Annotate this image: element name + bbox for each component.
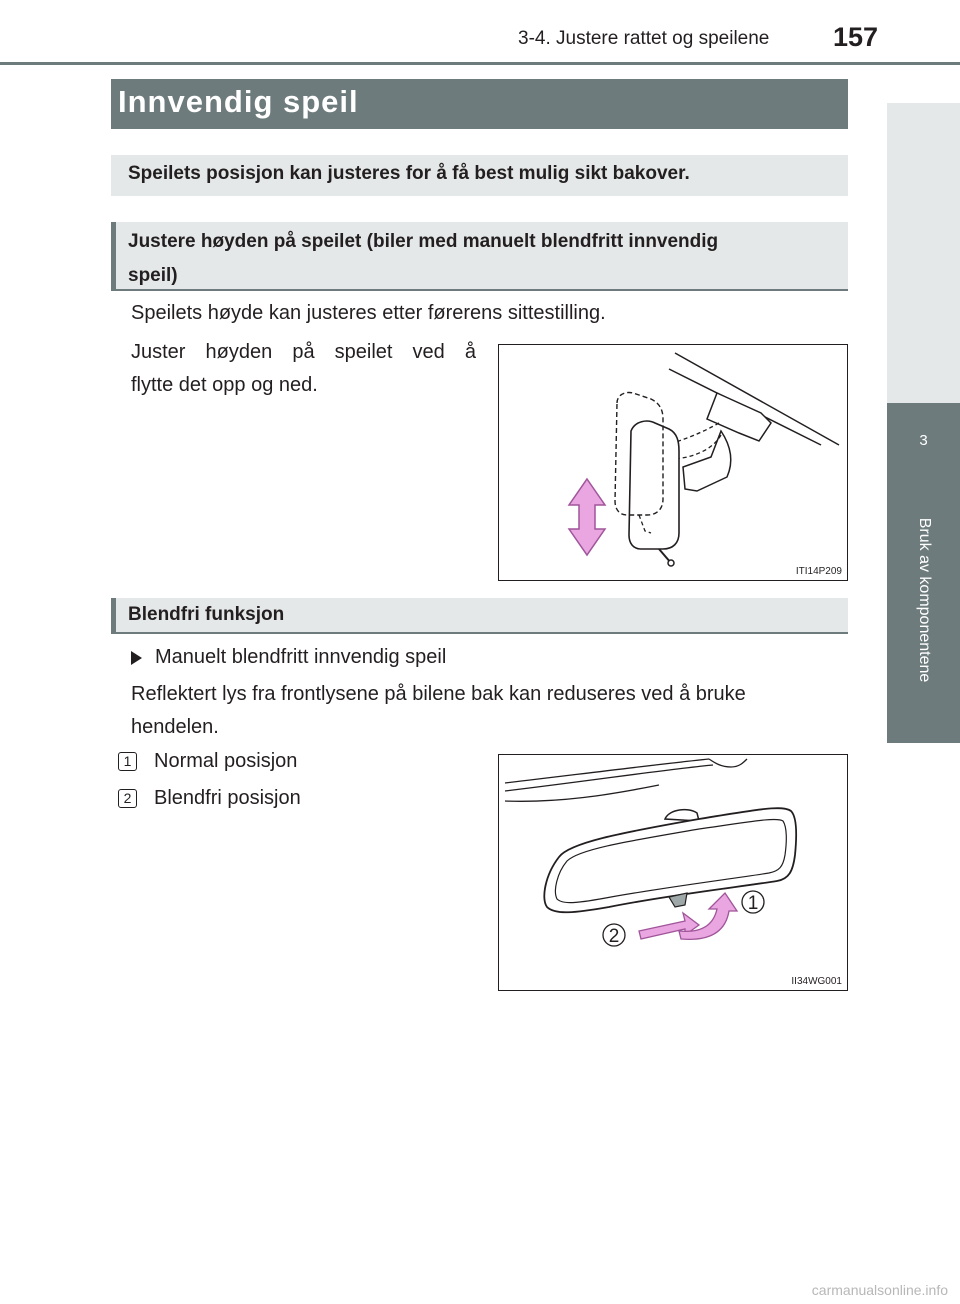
chapter-number: 3: [919, 432, 928, 449]
up-down-arrow-icon: [569, 479, 605, 555]
mirror-body: [629, 421, 679, 549]
headliner-line: [709, 759, 747, 767]
watermark: carmanualsonline.info: [811, 1282, 948, 1298]
bullet-text: Manuelt blendfritt innvendig speil: [155, 646, 447, 668]
headliner-line: [505, 785, 659, 801]
section-heading-height: [111, 222, 848, 291]
numbered-item: [118, 782, 301, 815]
mirror-mount: [707, 393, 771, 441]
instruction-line1: Juster høyden på speilet ved å: [131, 341, 476, 363]
header-section-title: 3-4. Justere rattet og speilene: [518, 28, 770, 49]
section-heading-text: Blendfri funksjon: [128, 604, 285, 625]
callout-2: 2: [608, 926, 620, 947]
height-paragraph: Speilets høyde kan justeres etter førerens sittestilling.: [131, 302, 606, 324]
antiglare-figure: [498, 754, 848, 991]
figure-code: II34WG001: [791, 976, 842, 987]
headliner-line: [505, 759, 709, 783]
item-label: Normal posisjon: [154, 750, 298, 772]
bullet-item: [131, 641, 446, 674]
item-number-badge: 1: [118, 752, 137, 771]
mirror-height-figure: [498, 344, 848, 581]
stem-outline-dashed: [673, 423, 719, 443]
chapter-title: Bruk av komponentene: [916, 517, 933, 683]
figure-code: ITI14P209: [795, 566, 842, 577]
intro-text: Speilets posisjon kan justeres for å få best mulig sikt bakover.: [128, 163, 690, 184]
mirror-stem: [683, 431, 731, 491]
callout-1: 1: [747, 893, 759, 914]
header-divider: [0, 62, 960, 65]
side-tab-upper: [887, 103, 960, 403]
antiglare-paragraph-line2: hendelen.: [131, 716, 219, 738]
lever-knob: [668, 560, 674, 566]
antiglare-illustration: [499, 755, 847, 990]
headliner-line: [505, 765, 713, 791]
antiglare-paragraph-line1: Reflektert lys fra frontlysene på bilene bak kan reduseres ved å bruke: [131, 683, 746, 705]
item-number-badge: 2: [118, 789, 137, 808]
item-label: Blendfri posisjon: [154, 787, 301, 809]
page-number: 157: [833, 22, 879, 52]
antiglare-paragraph: [131, 678, 746, 744]
page-title: Innvendig speil: [118, 84, 359, 119]
section-heading-antiglare: [111, 598, 848, 634]
instruction-line2: flytte det opp og ned.: [131, 374, 318, 396]
numbered-item: [118, 745, 297, 778]
section-heading-line1: Justere høyden på speilet (biler med manuelt blendfritt innvendig: [128, 231, 719, 252]
section-heading-line2: speil): [128, 265, 178, 286]
mirror-height-illustration: [499, 345, 847, 580]
height-instruction: [131, 336, 476, 402]
triangle-bullet-icon: [131, 651, 142, 665]
